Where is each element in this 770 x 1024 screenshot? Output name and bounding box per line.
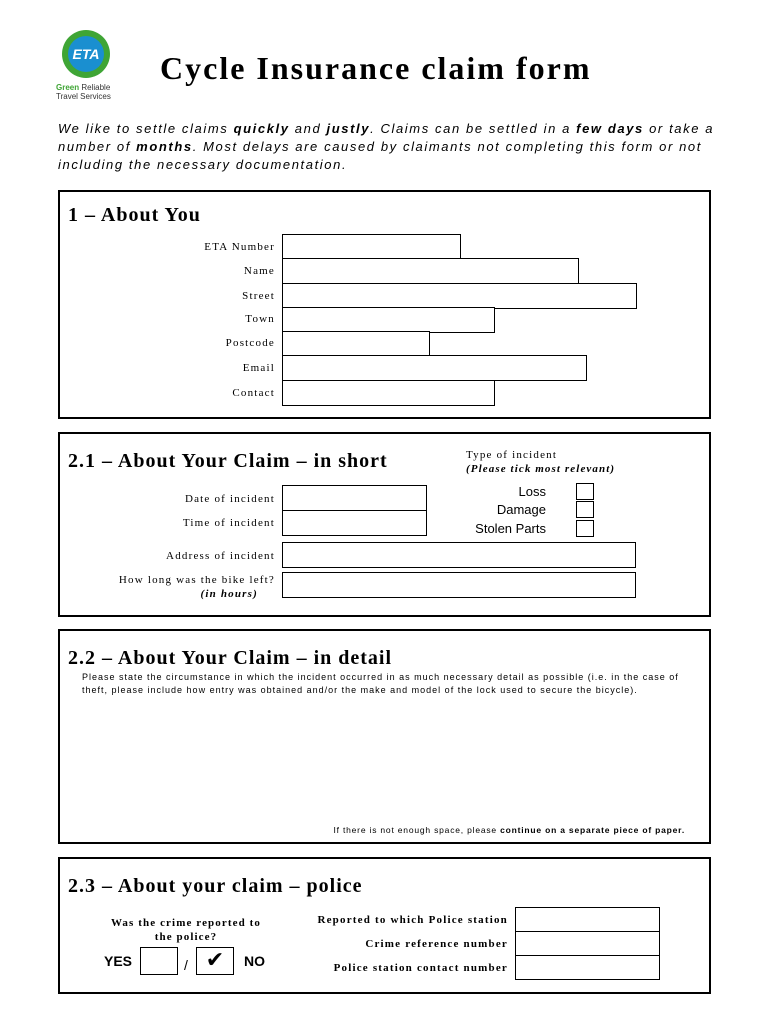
label-street: Street bbox=[242, 290, 275, 302]
label-address-of-incident: Address of incident bbox=[166, 550, 275, 562]
label-contact: Contact bbox=[232, 387, 275, 399]
detail-footer-note bbox=[333, 825, 685, 835]
logo-tagline-travel: Travel Services bbox=[56, 92, 111, 101]
section-1-title: 1 – About You bbox=[68, 204, 201, 226]
police-station-field[interactable] bbox=[515, 907, 660, 932]
how-long-bike-left-field[interactable] bbox=[282, 572, 636, 598]
incident-type-label: Type of incident bbox=[466, 449, 558, 461]
section-2-1-title: 2.1 – About Your Claim – in short bbox=[68, 450, 388, 472]
detail-instructions: Please state the circumstance in which the incident occurred in as much necessary detail as possible (i.e. in the case of theft, please include how entry was obtained and/or the make and model of the lock used to secure the bicycle). bbox=[82, 672, 679, 695]
intro-text-3: . Claims can be settled in a bbox=[370, 121, 577, 136]
logo bbox=[56, 28, 126, 100]
label-email: Email bbox=[242, 362, 275, 374]
section-claim-short bbox=[58, 432, 711, 617]
label-postcode: Postcode bbox=[225, 337, 275, 349]
label-crime-reference: Crime reference number bbox=[365, 938, 508, 950]
intro-paragraph bbox=[58, 120, 718, 174]
incident-type-loss-label: Loss bbox=[518, 484, 546, 499]
logo-text: ETA bbox=[72, 46, 100, 62]
eta-number-field[interactable] bbox=[282, 234, 461, 260]
police-contact-field[interactable] bbox=[515, 955, 660, 980]
intro-bold-few-days: few days bbox=[576, 121, 644, 136]
incident-type-stolen-parts-checkbox[interactable] bbox=[576, 520, 594, 537]
police-question-line1: Was the crime reported to bbox=[110, 917, 262, 929]
logo-tagline-reliable: Reliable bbox=[81, 83, 111, 92]
detail-footer-bold: continue on a separate piece of paper. bbox=[500, 825, 685, 835]
intro-bold-justly: justly bbox=[326, 121, 371, 136]
incident-type-hint: (Please tick most relevant) bbox=[466, 463, 616, 475]
section-claim-police bbox=[58, 857, 711, 994]
town-field[interactable] bbox=[282, 307, 495, 333]
intro-bold-months: months bbox=[136, 139, 193, 154]
logo-tagline-green: Green bbox=[56, 83, 80, 92]
yes-checkbox[interactable] bbox=[140, 947, 178, 975]
label-police-contact: Police station contact number bbox=[333, 962, 508, 974]
label-town: Town bbox=[245, 313, 275, 325]
no-label: NO bbox=[244, 953, 265, 969]
intro-text-2: and bbox=[289, 121, 327, 136]
section-about-you bbox=[58, 190, 711, 419]
time-of-incident-field[interactable] bbox=[282, 510, 427, 536]
contact-field[interactable] bbox=[282, 380, 495, 406]
section-2-2-title: 2.2 – About Your Claim – in detail bbox=[68, 647, 393, 669]
email-field[interactable] bbox=[282, 355, 587, 381]
page-title: Cycle Insurance claim form bbox=[160, 50, 592, 86]
label-how-long-hint: (in hours) bbox=[200, 588, 258, 600]
label-date-of-incident: Date of incident bbox=[184, 493, 275, 505]
section-2-3-title: 2.3 – About your claim – police bbox=[68, 875, 363, 897]
detail-footer-plain: If there is not enough space, please bbox=[333, 825, 501, 835]
label-name: Name bbox=[243, 265, 275, 277]
incident-type-stolen-parts-label: Stolen Parts bbox=[475, 521, 546, 536]
incident-type-loss-checkbox[interactable] bbox=[576, 483, 594, 500]
intro-text-1: We like to settle claims bbox=[58, 121, 234, 136]
label-how-long-bike-left: How long was the bike left? bbox=[118, 574, 275, 586]
check-mark-icon: ✔ bbox=[205, 948, 225, 973]
intro-bold-quickly: quickly bbox=[233, 121, 290, 136]
label-eta-number: ETA Number bbox=[204, 241, 275, 253]
postcode-field[interactable] bbox=[282, 331, 430, 357]
street-field[interactable] bbox=[282, 283, 637, 309]
label-time-of-incident: Time of incident bbox=[182, 517, 275, 529]
incident-type-damage-label: Damage bbox=[496, 502, 546, 517]
detail-description-area[interactable] bbox=[80, 699, 692, 821]
police-question-line2: the police? bbox=[154, 931, 218, 943]
crime-reference-field[interactable] bbox=[515, 931, 660, 956]
incident-type-damage-checkbox[interactable] bbox=[576, 501, 594, 518]
date-of-incident-field[interactable] bbox=[282, 485, 427, 511]
section-claim-detail bbox=[58, 629, 711, 844]
name-field[interactable] bbox=[282, 258, 579, 284]
yes-no-slash: / bbox=[184, 957, 188, 973]
eta-logo-icon bbox=[56, 28, 116, 80]
no-checkbox[interactable] bbox=[196, 947, 234, 975]
intro-text-5: . Most delays are caused by claimants not completing this form or not including the necessary documentation. bbox=[58, 139, 702, 172]
yes-label: YES bbox=[104, 953, 133, 969]
label-police-station: Reported to which Police station bbox=[317, 914, 508, 926]
intro-text-4: or take a number of bbox=[58, 121, 715, 154]
address-of-incident-field[interactable] bbox=[282, 542, 636, 568]
